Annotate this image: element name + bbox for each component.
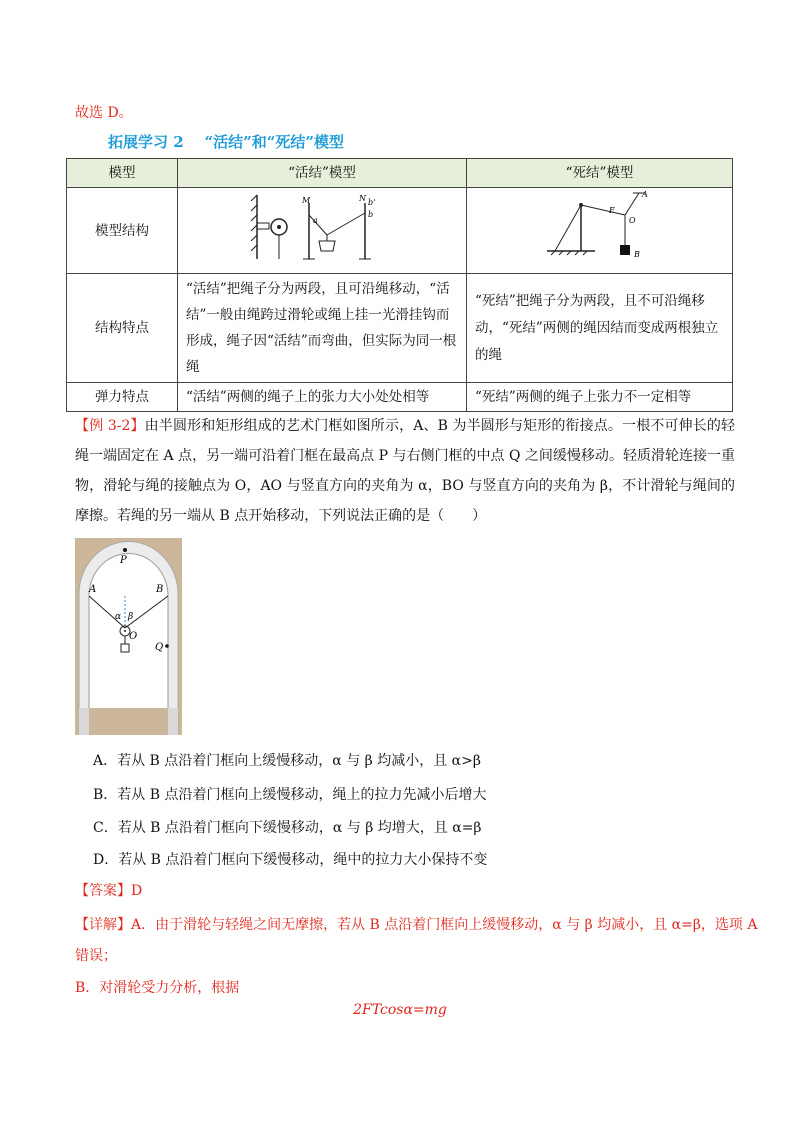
header-dead-knot: “死结”模型 bbox=[467, 159, 733, 188]
row-label-tension: 弹力特点 bbox=[67, 383, 178, 412]
formula: 2FTcosα=mg bbox=[353, 1002, 447, 1018]
table-row bbox=[67, 274, 733, 383]
live-knot-figure-cell bbox=[178, 188, 467, 274]
figure-label-P: P bbox=[120, 555, 127, 566]
option-b: B．若从 B 点沿着门框向上缓慢移动，绳上的拉力先减小后增大 bbox=[93, 787, 487, 803]
explanation-line-1: 【详解】A．由于滑轮与轻绳之间无摩擦，若从 B 点沿着门框向上缓慢移动，α 与 β 均减小，且 α=β，选项 A bbox=[75, 917, 758, 933]
row-label-structure: 模型结构 bbox=[67, 188, 178, 274]
option-c: C．若从 B 点沿着门框向下缓慢移动，α 与 β 均增大，且 α=β bbox=[93, 820, 482, 836]
option-d: D．若从 B 点沿着门框向下缓慢移动，绳中的拉力大小保持不变 bbox=[93, 852, 488, 868]
model-table bbox=[66, 158, 733, 412]
dead-knot-diagram bbox=[545, 189, 655, 263]
door-frame-figure bbox=[75, 538, 182, 735]
example-text: 由半圆形和矩形组成的艺术门框如图所示，A、B 为半圆形与矩形的衔接点。一根不可伸长的轻绳一端固定在 A 点，另一端可沿着门框在最高点 P 与右侧门框的中点 Q 之间缓慢移动。轻质滑轮连接一重物，滑轮与绳的接触点为 O，AO 与竖直方向的夹角为 α，BO 与竖直方向的夹角为 β，不计滑轮与绳间的摩擦。若绳的另一端从 B 点开始移动，下列说法正确的是（ ） bbox=[75, 418, 735, 524]
example-paragraph bbox=[75, 411, 735, 531]
header-live-knot: “活结”模型 bbox=[178, 159, 467, 188]
figure-label-B: B bbox=[156, 584, 164, 595]
dead-knot-tension: “死结”两侧的绳子上张力不一定相等 bbox=[467, 383, 733, 412]
top-line: 故选 D。 bbox=[75, 105, 133, 121]
live-knot-tension: “活结”两侧的绳子上的张力大小处处相等 bbox=[178, 383, 467, 412]
option-a: A．若从 B 点沿着门框向上缓慢移动，α 与 β 均减小，且 α>β bbox=[93, 753, 481, 769]
dead-knot-figure-cell bbox=[467, 188, 733, 274]
fig1-label-M: M bbox=[302, 196, 311, 205]
table-row bbox=[67, 383, 733, 412]
table-row bbox=[67, 188, 733, 274]
example-tag: 【例 3-2】 bbox=[75, 418, 145, 434]
figure-label-A: A bbox=[89, 584, 97, 595]
live-knot-diagram bbox=[247, 189, 397, 263]
fig2-label-F: F bbox=[608, 206, 615, 215]
fig1-label-N: N bbox=[359, 194, 366, 203]
dead-knot-features: “死结”把绳子分为两段，且不可沿绳移动，“死结”两侧的绳因结而变成两根独立的绳 bbox=[467, 274, 733, 383]
fig1-label-a: a bbox=[313, 216, 318, 225]
fig2-label-B: B bbox=[633, 250, 640, 259]
table-header-row bbox=[67, 159, 733, 188]
row-label-features: 结构特点 bbox=[67, 274, 178, 383]
live-knot-features: “活结”把绳子分为两段，且可沿绳移动，“活结”一般由绳跨过滑轮或绳上挂一光滑挂钩而形成，绳子因“活结”而弯曲，但实际为同一根绳 bbox=[178, 274, 467, 383]
fig2-label-A: A bbox=[641, 190, 648, 199]
explanation-line-3: B．对滑轮受力分析，根据 bbox=[75, 980, 240, 996]
figure-label-beta: β bbox=[128, 612, 134, 622]
fig1-label-b: b bbox=[368, 210, 374, 219]
header-model: 模型 bbox=[67, 159, 178, 188]
section-title: 拓展学习 2 “活结”和“死结”模型 bbox=[108, 133, 345, 151]
fig2-label-O: O bbox=[628, 216, 636, 225]
figure-label-alpha: α bbox=[115, 612, 122, 622]
figure-label-O: O bbox=[129, 631, 138, 642]
fig1-label-bprime: b' bbox=[368, 198, 376, 207]
figure-label-Q: Q bbox=[155, 642, 164, 653]
explanation-line-2: 错误； bbox=[75, 948, 117, 964]
answer-line: 【答案】D bbox=[75, 883, 143, 899]
